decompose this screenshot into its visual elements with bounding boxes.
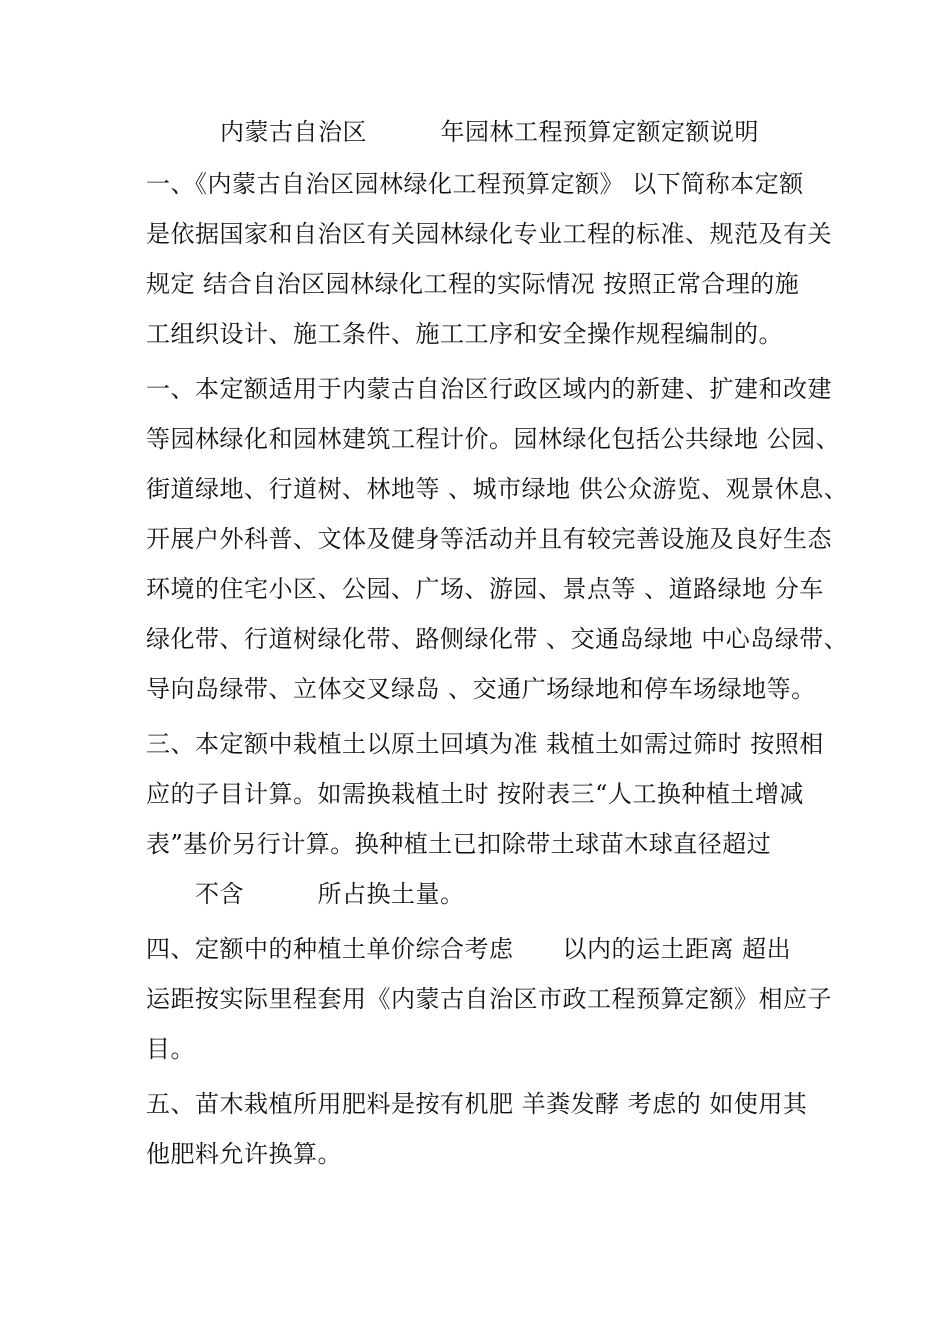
paragraph-line: 他肥料允许换算。 [146, 1140, 342, 1168]
paragraph-line: 等园林绿化和园林建筑工程计价。园林绿化包括公共绿地 公园、 [146, 425, 841, 453]
paragraph-line: 导向岛绿带、立体交叉绿岛 、交通广场绿地和停车场绿地等。 [146, 675, 816, 703]
page-title: 内蒙古自治区 年园林工程预算定额定额说明 [220, 118, 759, 146]
paragraph-line: 表”基价另行计算。换种植土已扣除带土球苗木球直径超过 [146, 830, 772, 858]
paragraph-line: 规定 结合自治区园林绿化工程的实际情况 按照正常合理的施 [146, 270, 800, 298]
paragraph-line: 一、本定额适用于内蒙古自治区行政区域内的新建、扩建和改建 [146, 375, 832, 403]
paragraph-line: 目。 [146, 1035, 195, 1063]
paragraph-line: 开展户外科普、文体及健身等活动并且有较完善设施及良好生态 [146, 525, 832, 553]
paragraph-line: 运距按实际里程套用《内蒙古自治区市政工程预算定额》相应子 [146, 985, 832, 1013]
paragraph-line: 绿化带、行道树绿化带、路侧绿化带 、交通岛绿地 中心岛绿带、 [146, 625, 849, 653]
paragraph-line: 街道绿地、行道树、林地等 、城市绿地 供公众游览、观景休息、 [146, 475, 849, 503]
paragraph-line: 五、苗木栽植所用肥料是按有机肥 羊粪发酵 考虑的 如使用其 [146, 1090, 808, 1118]
paragraph-line: 三、本定额中栽植土以原土回填为准 栽植土如需过筛时 按照相 [146, 730, 824, 758]
paragraph-line: 工组织设计、施工条件、施工工序和安全操作规程编制的。 [146, 320, 783, 348]
paragraph-line: 不含 所占换土量。 [146, 880, 465, 908]
paragraph-line: 一、《内蒙古自治区园林绿化工程预算定额》 以下简称本定额 [146, 170, 804, 198]
paragraph-line: 应的子目计算。如需换栽植土时 按附表三“人工换种植土增减 [146, 780, 804, 808]
paragraph-line: 环境的住宅小区、公园、广场、游园、景点等 、道路绿地 分车 [146, 575, 824, 603]
paragraph-line: 四、定额中的种植土单价综合考虑 以内的运土距离 超出 [146, 935, 792, 963]
paragraph-line: 是依据国家和自治区有关园林绿化专业工程的标准、规范及有关 [146, 220, 832, 248]
